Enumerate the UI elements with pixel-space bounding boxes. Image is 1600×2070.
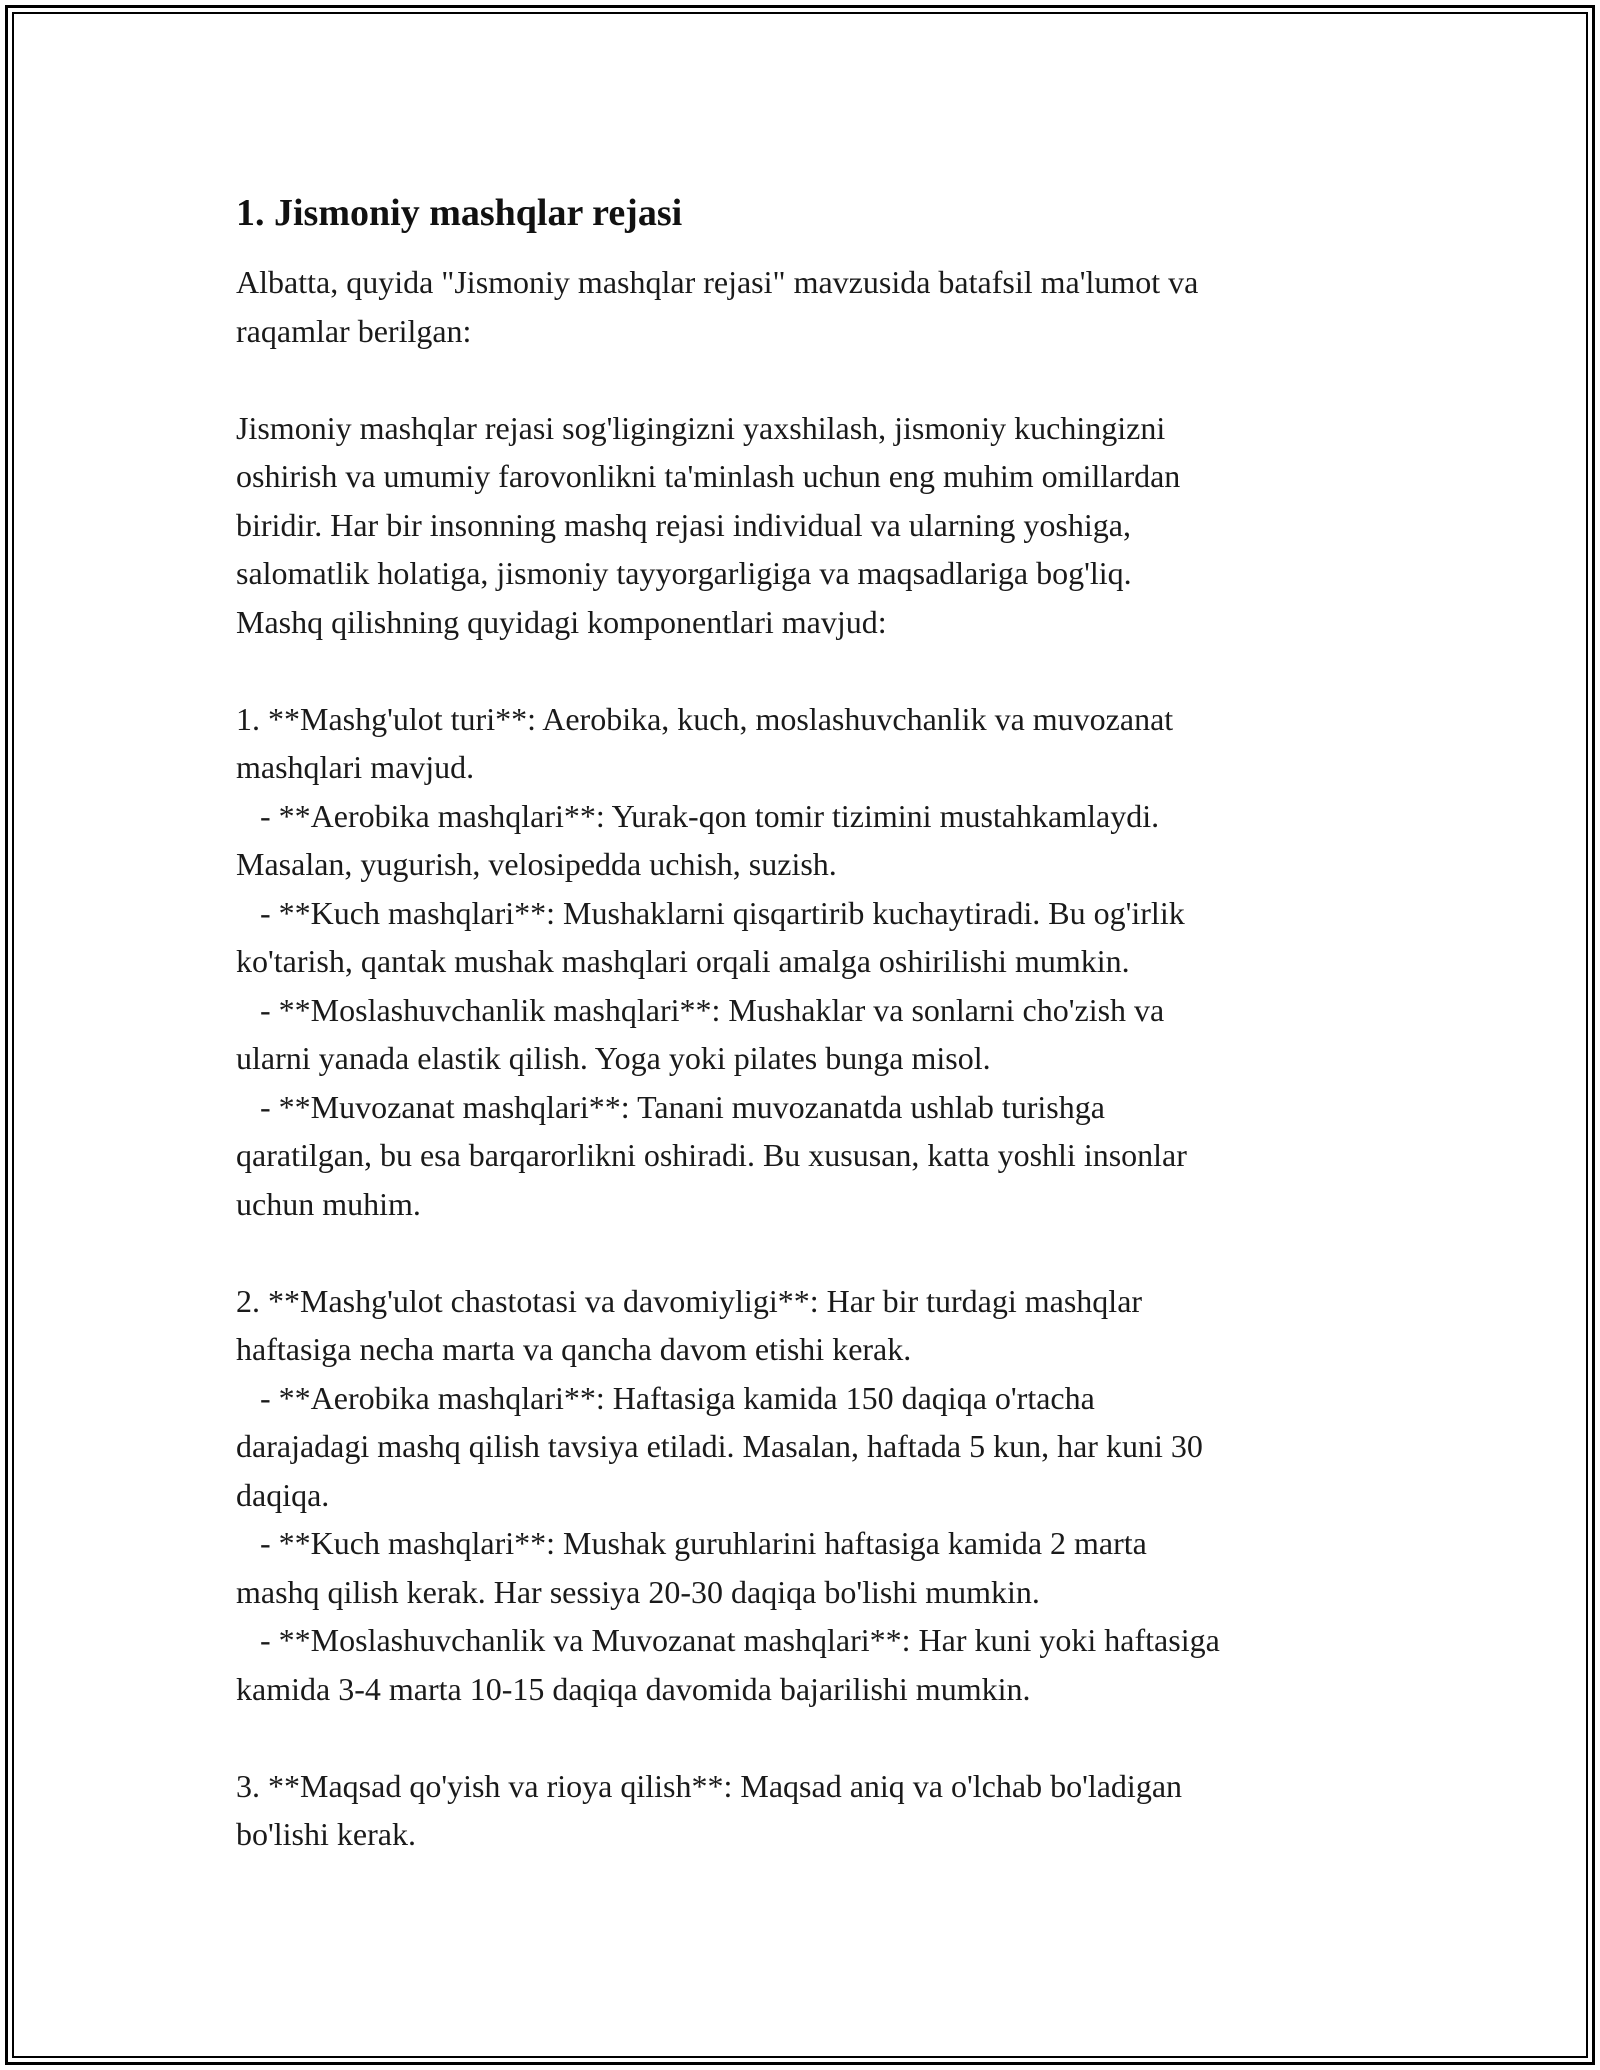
blank-line [236, 355, 1376, 404]
section-3-goal-setting: 3. **Maqsad qo'yish va rioya qilish**: Maqsad aniq va o'lchab bo'ladigan bo'lishi kerak. [236, 1767, 1183, 1852]
document-body [236, 188, 1376, 1859]
blank-line [236, 1713, 1376, 1762]
overview-paragraph: Jismoniy mashqlar rejasi sog'ligingizni yaxshilash, jismoniy kuchingizni oshirish va umumiy farovonlikni ta'minlash uchun eng muhim omillardan biridir. Har bir insonning mashq rejasi individual va ularning yoshiga, salomatlik holatiga, jismoniy tayyorgarligiga va maqsadlariga bog'liq. Mashq qilishning quyidagi komponentlari mavjud: [236, 409, 1181, 640]
blank-line [236, 646, 1376, 695]
section-2-frequency-duration: 2. **Mashg'ulot chastotasi va davomiyligi**: Har bir turdagi mashqlar haftasiga necha marta va qancha davom etishi kerak. - **Aerobika mashqlari**: Haftasiga kamida 150 daqiqa o'rtacha darajadagi mashq qilish tavsiya etiladi. Masalan, haftada 5 kun, har kuni 30 daqiqa. - **Kuch mashqlari**: Mushak guruhlarini haftasiga kamida 2 marta mashq qilish kerak. Har sessiya 20-30 daqiqa bo'lishi mumkin. - **Moslashuvchanlik va Muvozanat mashqlari**: Har kuni yoki haftasiga kamida 3-4 marta 10-15 daqiqa davomida bajarilishi mumkin. [236, 1282, 1220, 1707]
section-1-exercise-types: 1. **Mashg'ulot turi**: Aerobika, kuch, moslashuvchanlik va muvozanat mashqlari mavjud. - **Aerobika mashqlari**: Yurak-qon tomir tizimini mustahkamlaydi. Masalan, yugurish, velosipedda uchish, suzish. - **Kuch mashqlari**: Mushaklarni qisqartirib kuchaytiradi. Bu og'irlik ko'tarish, qantak mushak mashqlari orqali amalga oshirilishi mumkin. - **Moslashuvchanlik mashqlari**: Mushaklar va sonlarni cho'zish va ularni yanada elastik qilish. Yoga yoki pilates bunga misol. - **Muvozanat mashqlari**: Tanani muvozanatda ushlab turishga qaratilgan, bu esa barqarorlikni oshiradi. Bu xususan, katta yoshli insonlar uchun muhim. [236, 700, 1187, 1222]
intro-paragraph: Albatta, quyida "Jismoniy mashqlar rejasi" mavzusida batafsil ma'lumot va raqamlar berilgan: [236, 264, 1199, 349]
blank-line [236, 1228, 1376, 1277]
page-title: 1. Jismoniy mashqlar rejasi [236, 192, 683, 234]
